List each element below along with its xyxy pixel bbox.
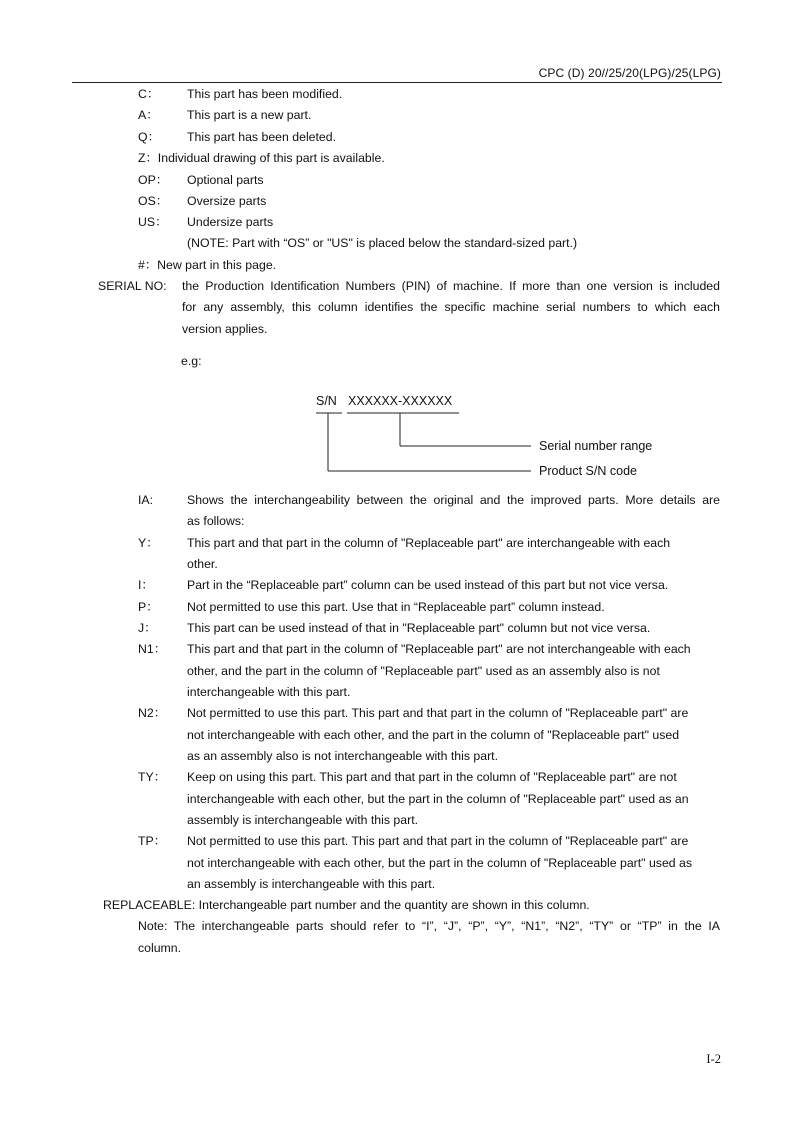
ia-ty-key: TY： — [138, 770, 167, 784]
serial-no-line-3: version applies. — [182, 322, 268, 336]
ia-p-key: P： — [138, 600, 159, 614]
ia-n1-line-3: interchangeable with this part. — [187, 685, 351, 699]
diagram-label-range: Serial number range — [539, 439, 653, 453]
code-q-key: Q： — [138, 130, 160, 144]
ia-n2-line-3: as an assembly also is not interchangeable with this part. — [187, 749, 499, 763]
ia-j-key: J： — [138, 621, 157, 635]
ia-n1-line-2: other, and the part in the column of "Replaceable part" used as an assembly also is not — [187, 664, 660, 678]
code-os-key: OS： — [138, 194, 169, 208]
ia-ty-line-2: interchangeable with each other, but the part in the column of "Replaceable part" used as an — [187, 792, 689, 806]
document-header: CPC (D) 20//25/20(LPG)/25(LPG) — [538, 66, 721, 80]
code-os-text: Oversize parts — [187, 194, 267, 208]
ia-tp-line-1: Not permitted to use this part. This part and that part in the column of "Replaceable part" are — [187, 834, 689, 848]
diagram-sn-value: XXXXXX-XXXXXX — [348, 394, 453, 408]
code-us-key: US： — [138, 215, 168, 229]
replaceable-note-line-2: column. — [138, 941, 182, 955]
ia-y-key: Y： — [138, 536, 159, 550]
code-a-text: This part is a new part. — [187, 108, 312, 122]
replaceable-note-line-1: Note: The interchangeable parts should refer to “I”, “J”, “P”, “Y”, “N1”, “N2”, “TY” or “TP” in the IA — [138, 919, 720, 933]
code-q-text: This part has been deleted. — [187, 130, 337, 144]
ia-p-line-1: Not permitted to use this part. Use that in “Replaceable part” column instead. — [187, 600, 605, 614]
code-c-text: This part has been modified. — [187, 87, 343, 101]
code-z-line: Z：Individual drawing of this part is available. — [138, 151, 385, 165]
example-label: e.g: — [181, 354, 202, 368]
ia-key: IA: — [138, 493, 154, 507]
ia-i-line-1: Part in the “Replaceable part” column can be used instead of this part but not vice versa. — [187, 578, 669, 592]
ia-n2-line-2: not interchangeable with each other, and the part in the column of "Replaceable part" used — [187, 728, 680, 742]
ia-n2-key: N2： — [138, 706, 167, 720]
page-number: I-2 — [706, 1052, 721, 1066]
ia-tp-key: TP： — [138, 834, 167, 848]
ia-ty-line-1: Keep on using this part. This part and that part in the column of "Replaceable part" are not — [187, 770, 677, 784]
diagram-sn-prefix: S/N — [316, 394, 337, 408]
serial-no-line-1: the Production Identification Numbers (PIN) of machine. If more than one version is included — [182, 279, 720, 293]
ia-line-2: as follows: — [187, 514, 245, 528]
size-note: (NOTE: Part with “OS” or "US" is placed below the standard-sized part.) — [187, 236, 578, 250]
ia-j-line-1: This part can be used instead of that in "Replaceable part" column but not vice versa. — [187, 621, 651, 635]
ia-line-1: Shows the interchangeability between the original and the improved parts. More details are — [187, 493, 720, 507]
ia-i-key: I： — [138, 578, 154, 592]
code-op-text: Optional parts — [187, 173, 264, 187]
diagram-label-code: Product S/N code — [539, 464, 637, 478]
replaceable-line: REPLACEABLE: Interchangeable part number and the quantity are shown in this column. — [103, 898, 590, 912]
serial-no-key: SERIAL NO: — [98, 279, 167, 293]
ia-n2-line-1: Not permitted to use this part. This part and that part in the column of "Replaceable part" are — [187, 706, 689, 720]
ia-y-line-1: This part and that part in the column of "Replaceable part" are interchangeable with each — [187, 536, 671, 550]
code-us-text: Undersize parts — [187, 215, 274, 229]
serial-no-line-2: for any assembly, this column identifies the specific machine serial numbers to which each — [182, 300, 720, 314]
code-op-key: OP： — [138, 173, 169, 187]
ia-n1-key: N1： — [138, 642, 167, 656]
ia-y-line-2: other. — [187, 557, 218, 571]
code-c-key: C： — [138, 87, 160, 101]
new-part-line: #：New part in this page. — [138, 258, 277, 272]
ia-tp-line-3: an assembly is interchangeable with this part. — [187, 877, 436, 891]
code-a-key: A： — [138, 108, 159, 122]
ia-ty-line-3: assembly is interchangeable with this part. — [187, 813, 419, 827]
ia-n1-line-1: This part and that part in the column of "Replaceable part" are not interchangeable with each — [187, 642, 691, 656]
ia-tp-line-2: not interchangeable with each other, but the part in the column of "Replaceable part" used as — [187, 856, 693, 870]
